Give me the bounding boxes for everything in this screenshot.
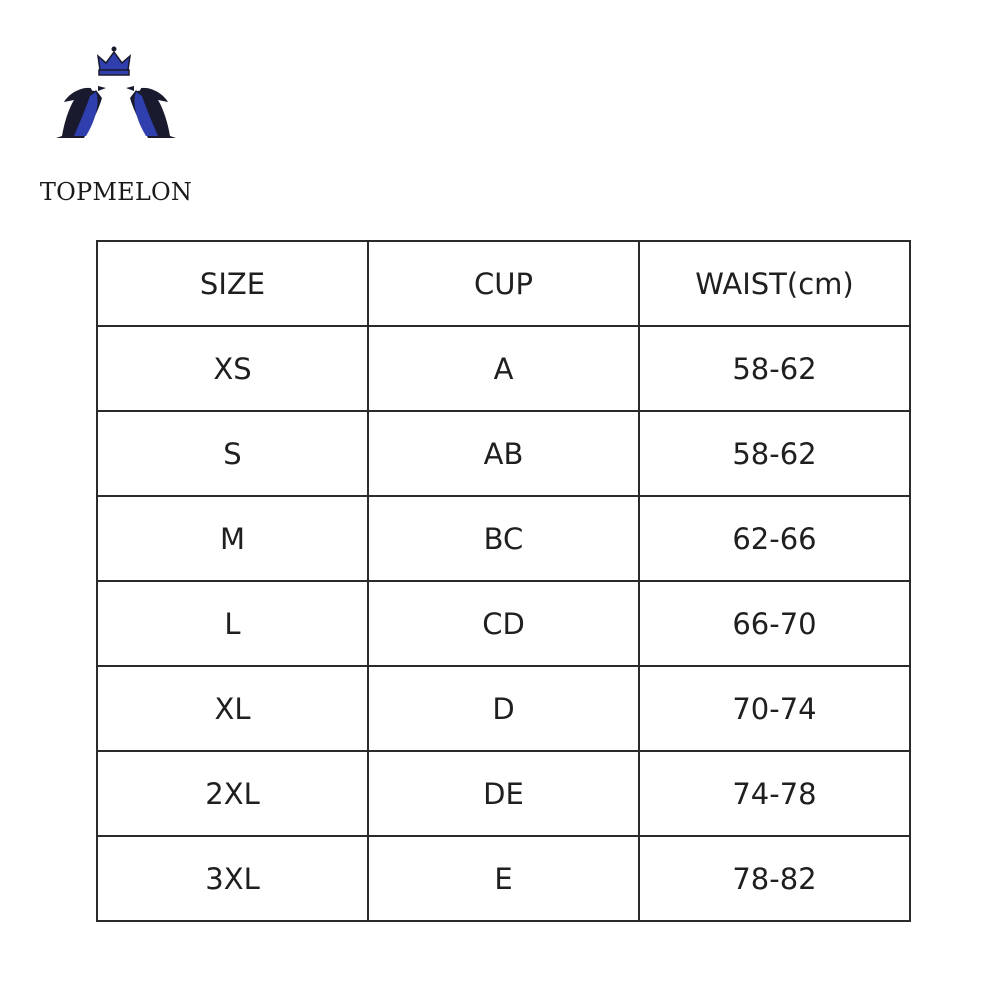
size-cell: XL — [97, 666, 368, 751]
waist-cell: 74-78 — [639, 751, 910, 836]
cup-cell: A — [368, 326, 639, 411]
size-cell: L — [97, 581, 368, 666]
size-chart-table — [96, 240, 911, 922]
cup-cell: E — [368, 836, 639, 921]
cup-cell: BC — [368, 496, 639, 581]
table-header-row — [97, 241, 910, 326]
cup-cell: DE — [368, 751, 639, 836]
column-header-cup: CUP — [368, 241, 639, 326]
table-row — [97, 326, 910, 411]
column-header-waist: WAIST(cm) — [639, 241, 910, 326]
waist-cell: 78-82 — [639, 836, 910, 921]
table-row — [97, 411, 910, 496]
waist-cell: 66-70 — [639, 581, 910, 666]
table-row — [97, 496, 910, 581]
table-row — [97, 836, 910, 921]
brand-logo — [38, 40, 194, 206]
cup-cell: CD — [368, 581, 639, 666]
cup-cell: AB — [368, 411, 639, 496]
cup-cell: D — [368, 666, 639, 751]
waist-cell: 58-62 — [639, 326, 910, 411]
waist-cell: 58-62 — [639, 411, 910, 496]
waist-cell: 62-66 — [639, 496, 910, 581]
table-row — [97, 581, 910, 666]
brand-name: TOPMELON — [39, 178, 193, 206]
table-row — [97, 751, 910, 836]
size-cell: 3XL — [97, 836, 368, 921]
column-header-size: SIZE — [97, 241, 368, 326]
waist-cell: 70-74 — [639, 666, 910, 751]
size-cell: XS — [97, 326, 368, 411]
size-cell: 2XL — [97, 751, 368, 836]
size-cell: S — [97, 411, 368, 496]
size-cell: M — [97, 496, 368, 581]
crown-penguins-logo-icon — [38, 40, 194, 180]
table-row — [97, 666, 910, 751]
